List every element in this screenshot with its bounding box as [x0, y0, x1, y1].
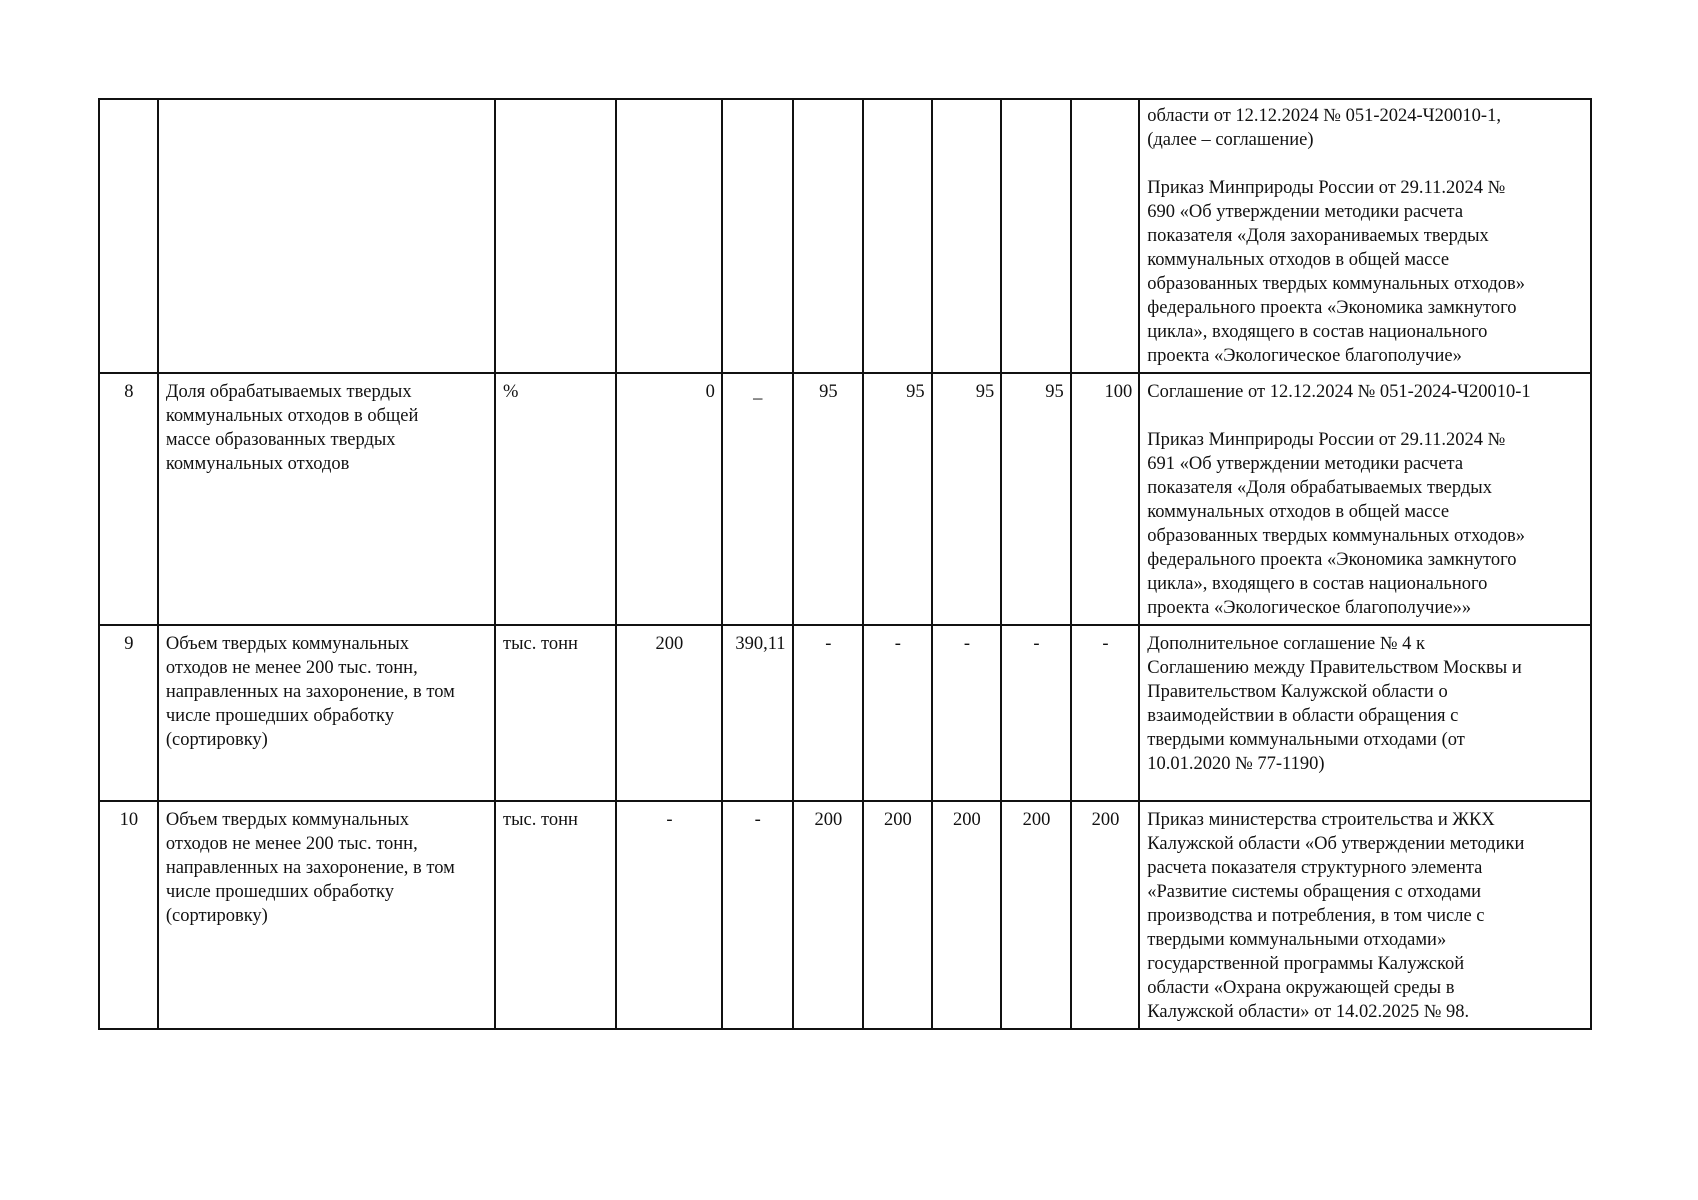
value-cell: -	[1001, 625, 1071, 801]
value-cell	[1071, 99, 1139, 373]
value-cell	[793, 99, 864, 373]
value-cell: -	[932, 625, 1002, 801]
value-cell: -	[616, 801, 722, 1029]
value-cell: 95	[863, 373, 931, 625]
paragraph-gap	[1147, 404, 1584, 428]
source-cell	[1139, 625, 1591, 801]
value-cell: 200	[616, 625, 722, 801]
indicator-name-text: Доля обрабатываемых твердых коммунальных отходов в общей массе образованных твердых коммунальных отходов	[165, 382, 419, 474]
row-number	[99, 99, 158, 373]
indicator-name-text: Объем твердых коммунальных отходов не менее 200 тыс. тонн, направленных на захоронение, в том числе прошедших обработку (сортировку)	[165, 810, 455, 926]
source-paragraph: Приказ министерства строительства и ЖКХ Калужской области «Об утверждении методики расчета показателя структурного элемента «Развитие системы обращения с отходами производства и потребления, в том числе с твердыми коммунальными отходами» государственной программы Калужской области «Охрана окружающей среды в Калужской области» от 14.02.2025 № 98.	[1147, 810, 1525, 1022]
row-number: 9	[99, 625, 158, 801]
source-paragraph: Дополнительное соглашение № 4 к Соглашению между Правительством Москвы и Правительством Калужской области о взаимодействии в области обращения с твердыми коммунальными отходами (от 10.01.2020 № 77-1190)	[1147, 634, 1522, 774]
source-paragraph: области от 12.12.2024 № 051-2024-Ч20010-1, (далее – соглашение)	[1147, 106, 1501, 150]
value-cell: 200	[793, 801, 864, 1029]
row-number: 8	[99, 373, 158, 625]
source-paragraph: Приказ Минприроды России от 29.11.2024 № 691 «Об утверждении методики расчета показателя «Доля обрабатываемых твердых коммунальных отходов в общей массе образованных твердых коммунальных отходов» федерального проекта «Экономика замкнутого цикла», входящего в состав национального проекта «Экологическое благополучие»»	[1147, 430, 1526, 618]
unit-cell: тыс. тонн	[495, 801, 616, 1029]
value-cell	[1001, 99, 1071, 373]
table-row	[99, 99, 1591, 373]
source-paragraph: Соглашение от 12.12.2024 № 051-2024-Ч20010-1	[1147, 382, 1531, 402]
source-paragraph: Приказ Минприроды России от 29.11.2024 № 690 «Об утверждении методики расчета показателя «Доля захораниваемых твердых коммунальных отходов в общей массе образованных твердых коммунальных отходов» федерального проекта «Экономика замкнутого цикла», входящего в состав национального проекта «Экологическое благополучие»	[1147, 178, 1526, 366]
value-cell: -	[793, 625, 864, 801]
table-row	[99, 625, 1591, 801]
indicator-name	[158, 801, 495, 1029]
row-number: 10	[99, 801, 158, 1029]
value-cell: 0	[616, 373, 722, 625]
value-cell	[932, 99, 1002, 373]
unit-cell	[495, 99, 616, 373]
indicator-name	[158, 625, 495, 801]
source-cell	[1139, 801, 1591, 1029]
indicator-name	[158, 99, 495, 373]
indicator-name-text: Объем твердых коммунальных отходов не менее 200 тыс. тонн, направленных на захоронение, в том числе прошедших обработку (сортировку)	[165, 634, 455, 750]
paragraph-gap	[1147, 152, 1584, 176]
source-cell	[1139, 99, 1591, 373]
indicators-table	[98, 98, 1592, 1030]
value-cell: 200	[1071, 801, 1139, 1029]
value-cell: 200	[1001, 801, 1071, 1029]
source-cell	[1139, 373, 1591, 625]
unit-cell: %	[495, 373, 616, 625]
value-cell: 95	[1001, 373, 1071, 625]
indicator-name	[158, 373, 495, 625]
value-cell: 390,11	[722, 625, 793, 801]
value-cell: 95	[793, 373, 864, 625]
value-cell	[616, 99, 722, 373]
value-cell: -	[722, 801, 793, 1029]
value-cell	[722, 99, 793, 373]
value-cell: 100	[1071, 373, 1139, 625]
value-cell: _	[722, 373, 793, 625]
value-cell: -	[863, 625, 931, 801]
table-row	[99, 373, 1591, 625]
value-cell: 200	[932, 801, 1002, 1029]
value-cell: -	[1071, 625, 1139, 801]
value-cell	[863, 99, 931, 373]
unit-cell: тыс. тонн	[495, 625, 616, 801]
value-cell: 95	[932, 373, 1002, 625]
value-cell: 200	[863, 801, 931, 1029]
table-row	[99, 801, 1591, 1029]
